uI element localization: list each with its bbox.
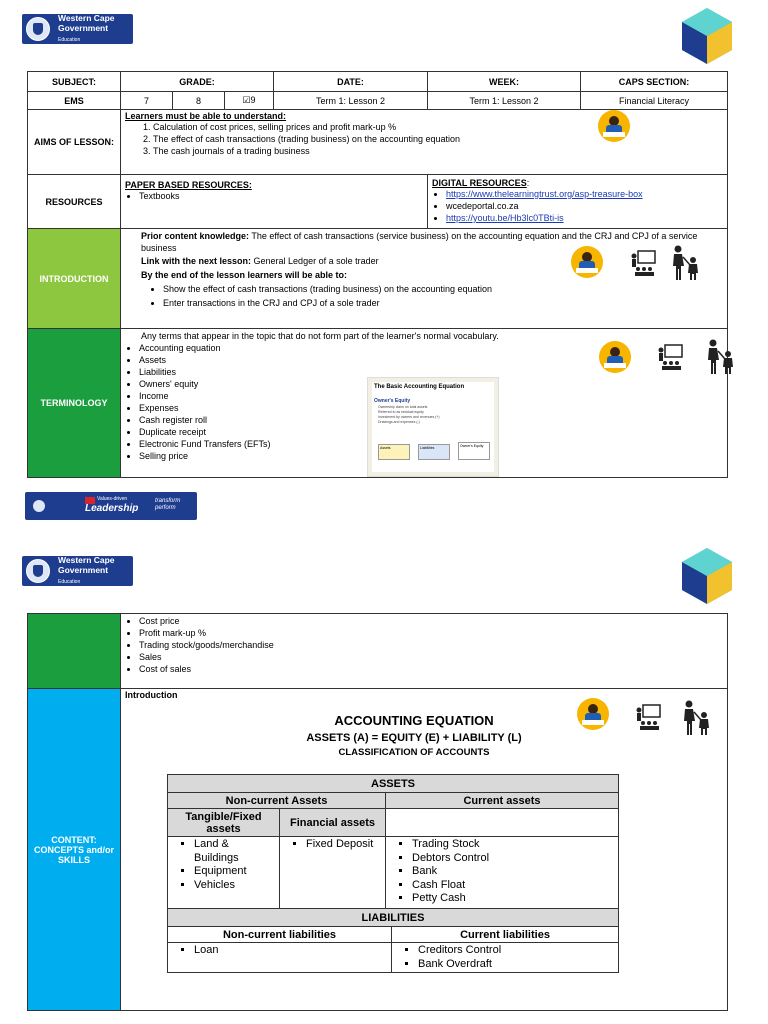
introduction-heading: Introduction bbox=[125, 690, 178, 700]
digital-resources-cell bbox=[428, 175, 728, 229]
current-assets-heading: Current assets bbox=[386, 793, 619, 809]
date-value: Term 1: Lesson 2 bbox=[274, 92, 428, 110]
resources-label: RESOURCES bbox=[28, 175, 121, 229]
tangible-assets-cell bbox=[168, 837, 280, 909]
terminology-intro: Any terms that appear in the topic that do not form part of the learner's normal vocabulary. bbox=[141, 331, 499, 341]
next-lesson-text: General Ledger of a sole trader bbox=[253, 256, 379, 266]
aim-item: 3. The cash journals of a trading business bbox=[153, 145, 723, 157]
asset-item: ▪ Vehicles bbox=[194, 879, 275, 893]
prior-knowledge-text: The effect of cash transactions (service business) on the accounting equation and the CRJ and CPJ of a service business bbox=[141, 231, 698, 253]
term-item: • Income bbox=[139, 390, 723, 402]
treasure-box-link[interactable]: https://www.thelearningtrust.org/asp-treasure-box bbox=[446, 189, 643, 199]
equation-formula: ASSETS (A) = EQUITY (E) + LIABILITY (L) bbox=[306, 732, 522, 744]
term-item: • Selling price bbox=[139, 450, 723, 462]
org-name-line3: Education bbox=[58, 579, 81, 585]
subject-header: SUBJECT: bbox=[28, 72, 121, 92]
teacher-reading-icon bbox=[577, 698, 609, 730]
grade-8: 8 bbox=[173, 92, 225, 110]
digital-colon: : bbox=[526, 178, 530, 188]
slide-bullet: Ownership claim on total assets bbox=[378, 405, 428, 409]
parent-child-icon bbox=[669, 245, 701, 281]
coat-of-arms-icon bbox=[33, 500, 45, 512]
teacher-reading-icon bbox=[598, 110, 630, 142]
banner-right-text: transform perform bbox=[155, 498, 181, 511]
term-item: • Trading stock/goods/merchandise bbox=[139, 639, 723, 651]
current-assets-cell bbox=[386, 837, 619, 909]
term-item: • Profit mark-up % bbox=[139, 627, 723, 639]
current-liabilities-heading: Current liabilities bbox=[392, 927, 619, 943]
term-item: • Cost price bbox=[139, 615, 723, 627]
slide-bullet: Drawings and expenses (-) bbox=[378, 420, 420, 424]
aims-heading: Learners must be able to understand: bbox=[125, 111, 287, 121]
asset-item: ▪ Equipment bbox=[194, 865, 275, 879]
grade-9-checked: ☑9 bbox=[225, 92, 274, 110]
aims-label: AIMS OF LESSON: bbox=[28, 110, 121, 175]
accounting-equation-slide bbox=[367, 377, 499, 477]
slide-bullet: Investment by owners and revenues (+) bbox=[378, 415, 440, 419]
date-header: DATE: bbox=[274, 72, 428, 92]
outcome-item: • Show the effect of cash transactions (trading business) on the accounting equation bbox=[163, 282, 723, 296]
org-name-line2: Government bbox=[58, 23, 109, 33]
liabilities-heading: LIABILITIES bbox=[168, 909, 619, 927]
terminology-label: TERMINOLOGY bbox=[28, 329, 121, 478]
slide-title: The Basic Accounting Equation bbox=[374, 384, 465, 390]
aims-list bbox=[125, 121, 723, 157]
introduction-label: INTRODUCTION bbox=[28, 229, 121, 329]
org-name-line1: Western Cape bbox=[58, 13, 115, 23]
paper-resources-heading: PAPER BASED RESOURCES: bbox=[125, 180, 252, 190]
term-item: • Sales bbox=[139, 651, 723, 663]
slide-subtitle: Owner's Equity bbox=[374, 398, 411, 404]
non-current-assets-heading: Non-current Assets bbox=[168, 793, 386, 809]
aims-cell bbox=[121, 110, 728, 175]
term-item: • Assets bbox=[139, 354, 723, 366]
western-cape-logo bbox=[22, 556, 133, 586]
coat-of-arms-icon bbox=[26, 17, 50, 41]
grade-header: GRADE: bbox=[121, 72, 274, 92]
current-assets-blank bbox=[386, 809, 619, 837]
paper-resource-item: • Textbooks bbox=[139, 190, 423, 202]
outcomes-heading: By the end of the lesson learners will be able to: bbox=[141, 270, 348, 280]
org-name-line1: Western Cape bbox=[58, 555, 115, 565]
classification-heading: CLASSIFICATION OF ACCOUNTS bbox=[338, 747, 490, 758]
leadership-banner bbox=[25, 492, 197, 520]
asset-item: ▪ Petty Cash bbox=[412, 892, 614, 906]
term-item: • Electronic Fund Transfers (EFTs) bbox=[139, 438, 723, 450]
parent-child-icon bbox=[680, 700, 712, 736]
assets-heading: ASSETS bbox=[168, 775, 619, 793]
next-lesson-label: Link with the next lesson: bbox=[141, 256, 252, 266]
org-name-line3: Education bbox=[58, 37, 81, 43]
coat-of-arms-icon bbox=[26, 559, 50, 583]
slide-box-liabilities: Liabilities bbox=[418, 444, 450, 460]
liability-item: ▪ Bank Overdraft bbox=[418, 958, 614, 972]
current-liabilities-cell bbox=[392, 943, 619, 973]
classroom-icon bbox=[634, 703, 662, 731]
liability-item: ▪ Loan bbox=[194, 944, 387, 958]
western-cape-logo bbox=[22, 14, 133, 44]
lesson-plan-table bbox=[27, 71, 728, 478]
slide-box-assets: Assets bbox=[378, 444, 410, 460]
week-value: Term 1: Lesson 2 bbox=[428, 92, 581, 110]
asset-item: ▪ Fixed Deposit bbox=[306, 838, 381, 852]
teacher-reading-icon bbox=[599, 341, 631, 373]
term-item: • Expenses bbox=[139, 402, 723, 414]
asset-item: ▪ Bank bbox=[412, 865, 614, 879]
aim-item: 2. The effect of cash transactions (trading business) on the accounting equation bbox=[153, 133, 723, 145]
asset-item: ▪ Land & Buildings bbox=[194, 838, 275, 865]
financial-assets-heading: Financial assets bbox=[280, 809, 386, 837]
terminology-continued-label bbox=[28, 614, 121, 689]
term-item: • Accounting equation bbox=[139, 342, 723, 354]
aim-item: 1. Calculation of cost prices, selling prices and profit mark-up % bbox=[153, 121, 723, 133]
ems-logo-icon bbox=[682, 548, 732, 604]
wced-portal-text: • wcedeportal.co.za bbox=[446, 200, 723, 212]
introduction-cell bbox=[121, 229, 728, 329]
ems-logo-icon bbox=[682, 8, 732, 64]
non-current-liabilities-heading: Non-current liabilities bbox=[168, 927, 392, 943]
asset-item: ▪ Trading Stock bbox=[412, 838, 614, 852]
non-current-liabilities-cell bbox=[168, 943, 392, 973]
parent-child-icon bbox=[704, 339, 736, 375]
classroom-icon bbox=[656, 343, 684, 371]
org-name-line2: Government bbox=[58, 565, 109, 575]
prior-knowledge-label: Prior content knowledge: bbox=[141, 231, 250, 241]
term-item: • Liabilities bbox=[139, 366, 723, 378]
digital-resources-heading: DIGITAL RESOURCES bbox=[432, 178, 527, 188]
asset-item: ▪ Debtors Control bbox=[412, 852, 614, 866]
caps-header: CAPS SECTION: bbox=[581, 72, 728, 92]
term-item: • Cost of sales bbox=[139, 663, 723, 675]
banner-small-text: Values-driven bbox=[97, 496, 128, 502]
term-item: • Duplicate receipt bbox=[139, 426, 723, 438]
term-item: • Cash register roll bbox=[139, 414, 723, 426]
terminology-cell bbox=[121, 329, 728, 478]
content-label: CONTENT: CONCEPTS and/or SKILLS bbox=[28, 689, 121, 1011]
caps-value: Financial Literacy bbox=[581, 92, 728, 110]
paper-resources-cell bbox=[121, 175, 428, 229]
youtube-link[interactable]: https://youtu.be/Hb3lc0TBti-is bbox=[446, 213, 564, 223]
terminology-continued-cell bbox=[121, 614, 728, 689]
term-item: • Owners' equity bbox=[139, 378, 723, 390]
subject-value: EMS bbox=[28, 92, 121, 110]
liability-item: ▪ Creditors Control bbox=[418, 944, 614, 958]
equation-title: ACCOUNTING EQUATION bbox=[334, 713, 494, 728]
slide-box-equity: Owner's Equity bbox=[458, 442, 490, 460]
tangible-assets-heading: Tangible/Fixed assets bbox=[168, 809, 280, 837]
classification-table bbox=[167, 774, 619, 973]
classroom-icon bbox=[629, 249, 657, 277]
teacher-reading-icon bbox=[571, 246, 603, 278]
banner-main-text: Leadership bbox=[85, 503, 139, 514]
financial-assets-cell bbox=[280, 837, 386, 909]
grade-7: 7 bbox=[121, 92, 173, 110]
asset-item: ▪ Cash Float bbox=[412, 879, 614, 893]
outcome-item: • Enter transactions in the CRJ and CPJ of a sole trader bbox=[163, 296, 723, 310]
slide-bullet: Referred to as residual equity bbox=[378, 410, 424, 414]
week-header: WEEK: bbox=[428, 72, 581, 92]
